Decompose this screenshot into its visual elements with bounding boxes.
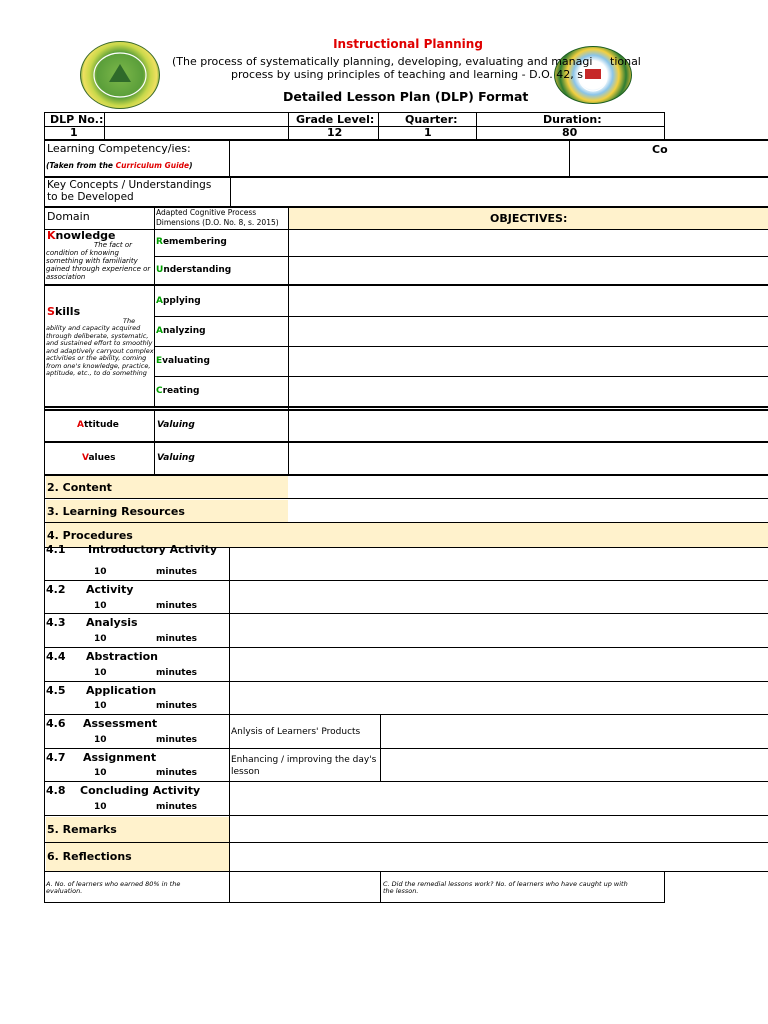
reflections-section: 6. Reflections	[47, 850, 132, 863]
procedures-section: 4. Procedures	[47, 529, 133, 542]
level-analyzing	[156, 326, 206, 336]
values-level: Valuing	[157, 453, 195, 463]
dlp-no-label: DLP No.:	[50, 113, 104, 126]
rule	[44, 498, 768, 499]
rule	[154, 207, 155, 408]
remarks-section: 5. Remarks	[47, 823, 117, 836]
subtitle-line-2: process by using principles of teaching and learning - D.O. 42, s	[231, 68, 584, 81]
rule	[44, 681, 768, 682]
rule	[229, 140, 230, 177]
reflection-c-line-2: the lesson.	[383, 887, 419, 895]
analyzing-rest: nalyzing	[162, 326, 206, 336]
proc-name: Assessment	[83, 717, 158, 730]
proc-unit: minutes	[156, 701, 198, 711]
proc-unit: minutes	[156, 768, 198, 778]
rule	[44, 112, 45, 902]
rule	[664, 872, 665, 903]
proc-minutes: 10	[94, 601, 107, 611]
proc-num: 4.4	[46, 650, 66, 663]
rule	[154, 316, 768, 317]
rule	[380, 715, 381, 782]
rule	[380, 872, 381, 903]
remembering-initial: R	[156, 237, 163, 247]
rule	[44, 871, 768, 872]
proc-minutes: 10	[94, 802, 107, 812]
page-heading: Instructional Planning	[333, 37, 483, 51]
rule	[44, 176, 768, 178]
skills-initial: S	[47, 305, 55, 318]
document-title: Detailed Lesson Plan (DLP) Format	[283, 89, 529, 104]
assignment-note-line-2: lesson	[231, 767, 260, 777]
key-concepts-line-1: Key Concepts / Understandings	[47, 179, 212, 191]
skills-desc: ability and capacity acquired through deliberate, systematic, and sustained effort to smoothly and adaptively carryout complex activities or the ability, coming from one's knowledge, practice, aptitude, etc., to do something	[46, 324, 154, 377]
rule	[44, 748, 768, 749]
remembering-rest: emembering	[162, 237, 227, 247]
rule	[44, 580, 768, 581]
rule	[154, 346, 768, 347]
rule	[230, 177, 231, 207]
rule	[44, 206, 768, 208]
duration-value[interactable]: 80	[562, 126, 578, 139]
proc-name: Introductory Activity	[88, 543, 218, 556]
objectives-header: OBJECTIVES:	[490, 212, 568, 225]
values-label	[82, 453, 116, 463]
duration-label: Duration:	[543, 113, 602, 126]
competency-note-close: )	[189, 161, 193, 170]
level-remembering	[156, 237, 227, 247]
proc-num: 4.5	[46, 684, 66, 697]
rule	[44, 842, 768, 843]
proc-unit: minutes	[156, 601, 198, 611]
proc-num: 4.6	[46, 717, 66, 730]
proc-unit: minutes	[156, 634, 198, 644]
evaluating-rest: valuating	[162, 356, 210, 366]
rule	[154, 376, 768, 377]
analyzing-initial: A	[156, 326, 163, 336]
applying-rest: pplying	[162, 296, 201, 306]
deped-seal	[80, 41, 160, 109]
attitude-level: Valuing	[157, 420, 195, 430]
rule	[154, 256, 768, 257]
rule	[288, 112, 289, 140]
level-applying	[156, 296, 201, 306]
rule	[44, 522, 768, 523]
skills-rest: kills	[54, 305, 81, 318]
proc-num: 4.2	[46, 583, 66, 596]
rule	[44, 229, 768, 230]
rule	[44, 441, 768, 443]
domain-header: Domain	[47, 210, 90, 223]
rule	[44, 902, 665, 903]
skills-desc-first: The	[123, 317, 136, 325]
proc-num: 4.3	[46, 616, 66, 629]
rule	[154, 410, 155, 476]
skills-label	[47, 305, 80, 318]
rule	[44, 781, 768, 782]
rule	[44, 647, 768, 648]
assignment-note-line-1: Enhancing / improving the day's	[231, 755, 377, 765]
learning-resources-section: 3. Learning Resources	[47, 505, 185, 518]
proc-minutes: 10	[94, 735, 107, 745]
subtitle-line-1-tail: tional	[610, 55, 641, 68]
quarter-label: Quarter:	[405, 113, 458, 126]
process-dimensions-line-1: Adapted Cognitive Process	[156, 208, 257, 217]
knowledge-desc-first: The fact or	[94, 241, 132, 249]
level-evaluating	[156, 356, 210, 366]
subtitle-line-1: (The process of systematically planning, developing, evaluating and managi	[172, 55, 593, 68]
rule	[44, 815, 768, 816]
evaluating-initial: E	[156, 356, 163, 366]
proc-minutes: 10	[94, 701, 107, 711]
creating-rest: reating	[162, 386, 200, 396]
proc-unit: minutes	[156, 735, 198, 745]
proc-name: Application	[86, 684, 157, 697]
proc-name: Analysis	[86, 616, 138, 629]
grade-level-label: Grade Level:	[296, 113, 375, 126]
competency-note-open: (Taken from the	[46, 161, 116, 170]
content-section: 2. Content	[47, 481, 112, 494]
proc-name: Activity	[86, 583, 134, 596]
quarter-value[interactable]: 1	[424, 126, 432, 139]
values-rest: alues	[88, 453, 116, 463]
rule	[569, 140, 570, 177]
competency-code-cut: Co	[652, 143, 668, 156]
applying-initial: A	[156, 296, 163, 306]
proc-minutes: 10	[94, 768, 107, 778]
attitude-initial: A	[77, 420, 84, 430]
proc-name: Concluding Activity	[80, 784, 201, 797]
proc-num: 4.7	[46, 751, 66, 764]
reflection-a-line-1: A. No. of learners who earned 80% in the	[46, 880, 181, 888]
rule	[288, 207, 289, 475]
curriculum-guide-link[interactable]: Curriculum Guide	[115, 161, 190, 170]
attitude-label	[77, 420, 119, 430]
grade-level-value[interactable]: 12	[327, 126, 343, 139]
rule	[44, 139, 768, 141]
rule	[104, 112, 105, 140]
competency-label: Learning Competency/ies:	[47, 142, 191, 155]
values-initial: V	[82, 453, 89, 463]
proc-unit: minutes	[156, 668, 198, 678]
creating-initial: C	[156, 386, 163, 396]
knowledge-initial: K	[47, 229, 56, 242]
level-understanding	[156, 265, 231, 275]
dlp-no-value[interactable]: 1	[70, 126, 78, 139]
rule	[44, 406, 768, 408]
proc-unit: minutes	[156, 802, 198, 812]
rule	[44, 284, 768, 286]
proc-name: Assignment	[83, 751, 157, 764]
competency-note	[46, 162, 193, 170]
rule	[378, 112, 379, 140]
proc-name: Abstraction	[86, 650, 158, 663]
attitude-rest: ttitude	[83, 420, 119, 430]
understanding-rest: nderstanding	[163, 265, 232, 275]
proc-num: 4.8	[46, 784, 66, 797]
rule	[44, 613, 768, 614]
knowledge-rest: nowledge	[55, 229, 116, 242]
rule	[476, 112, 477, 140]
understanding-initial: U	[156, 265, 164, 275]
proc-minutes: 10	[94, 634, 107, 644]
rule	[229, 547, 230, 903]
rule	[44, 409, 768, 411]
reflection-a-line-2: evaluation.	[46, 887, 83, 895]
proc-minutes: 10	[94, 567, 107, 577]
level-creating	[156, 386, 199, 396]
process-dimensions-line-2: Dimensions (D.O. No. 8, s. 2015)	[156, 218, 279, 227]
proc-minutes: 10	[94, 668, 107, 678]
rule	[44, 474, 768, 476]
proc-num: 4.1	[46, 543, 66, 556]
proc-unit: minutes	[156, 567, 198, 577]
knowledge-desc: condition of knowing something with familiarity gained through experience or association	[46, 249, 151, 281]
key-concepts-line-2: to be Developed	[47, 191, 134, 203]
assessment-note: Anlysis of Learners' Products	[231, 727, 361, 737]
reflection-c-line-1: C. Did the remedial lessons work? No. of learners who have caught up with	[383, 880, 628, 888]
rule	[44, 714, 768, 715]
